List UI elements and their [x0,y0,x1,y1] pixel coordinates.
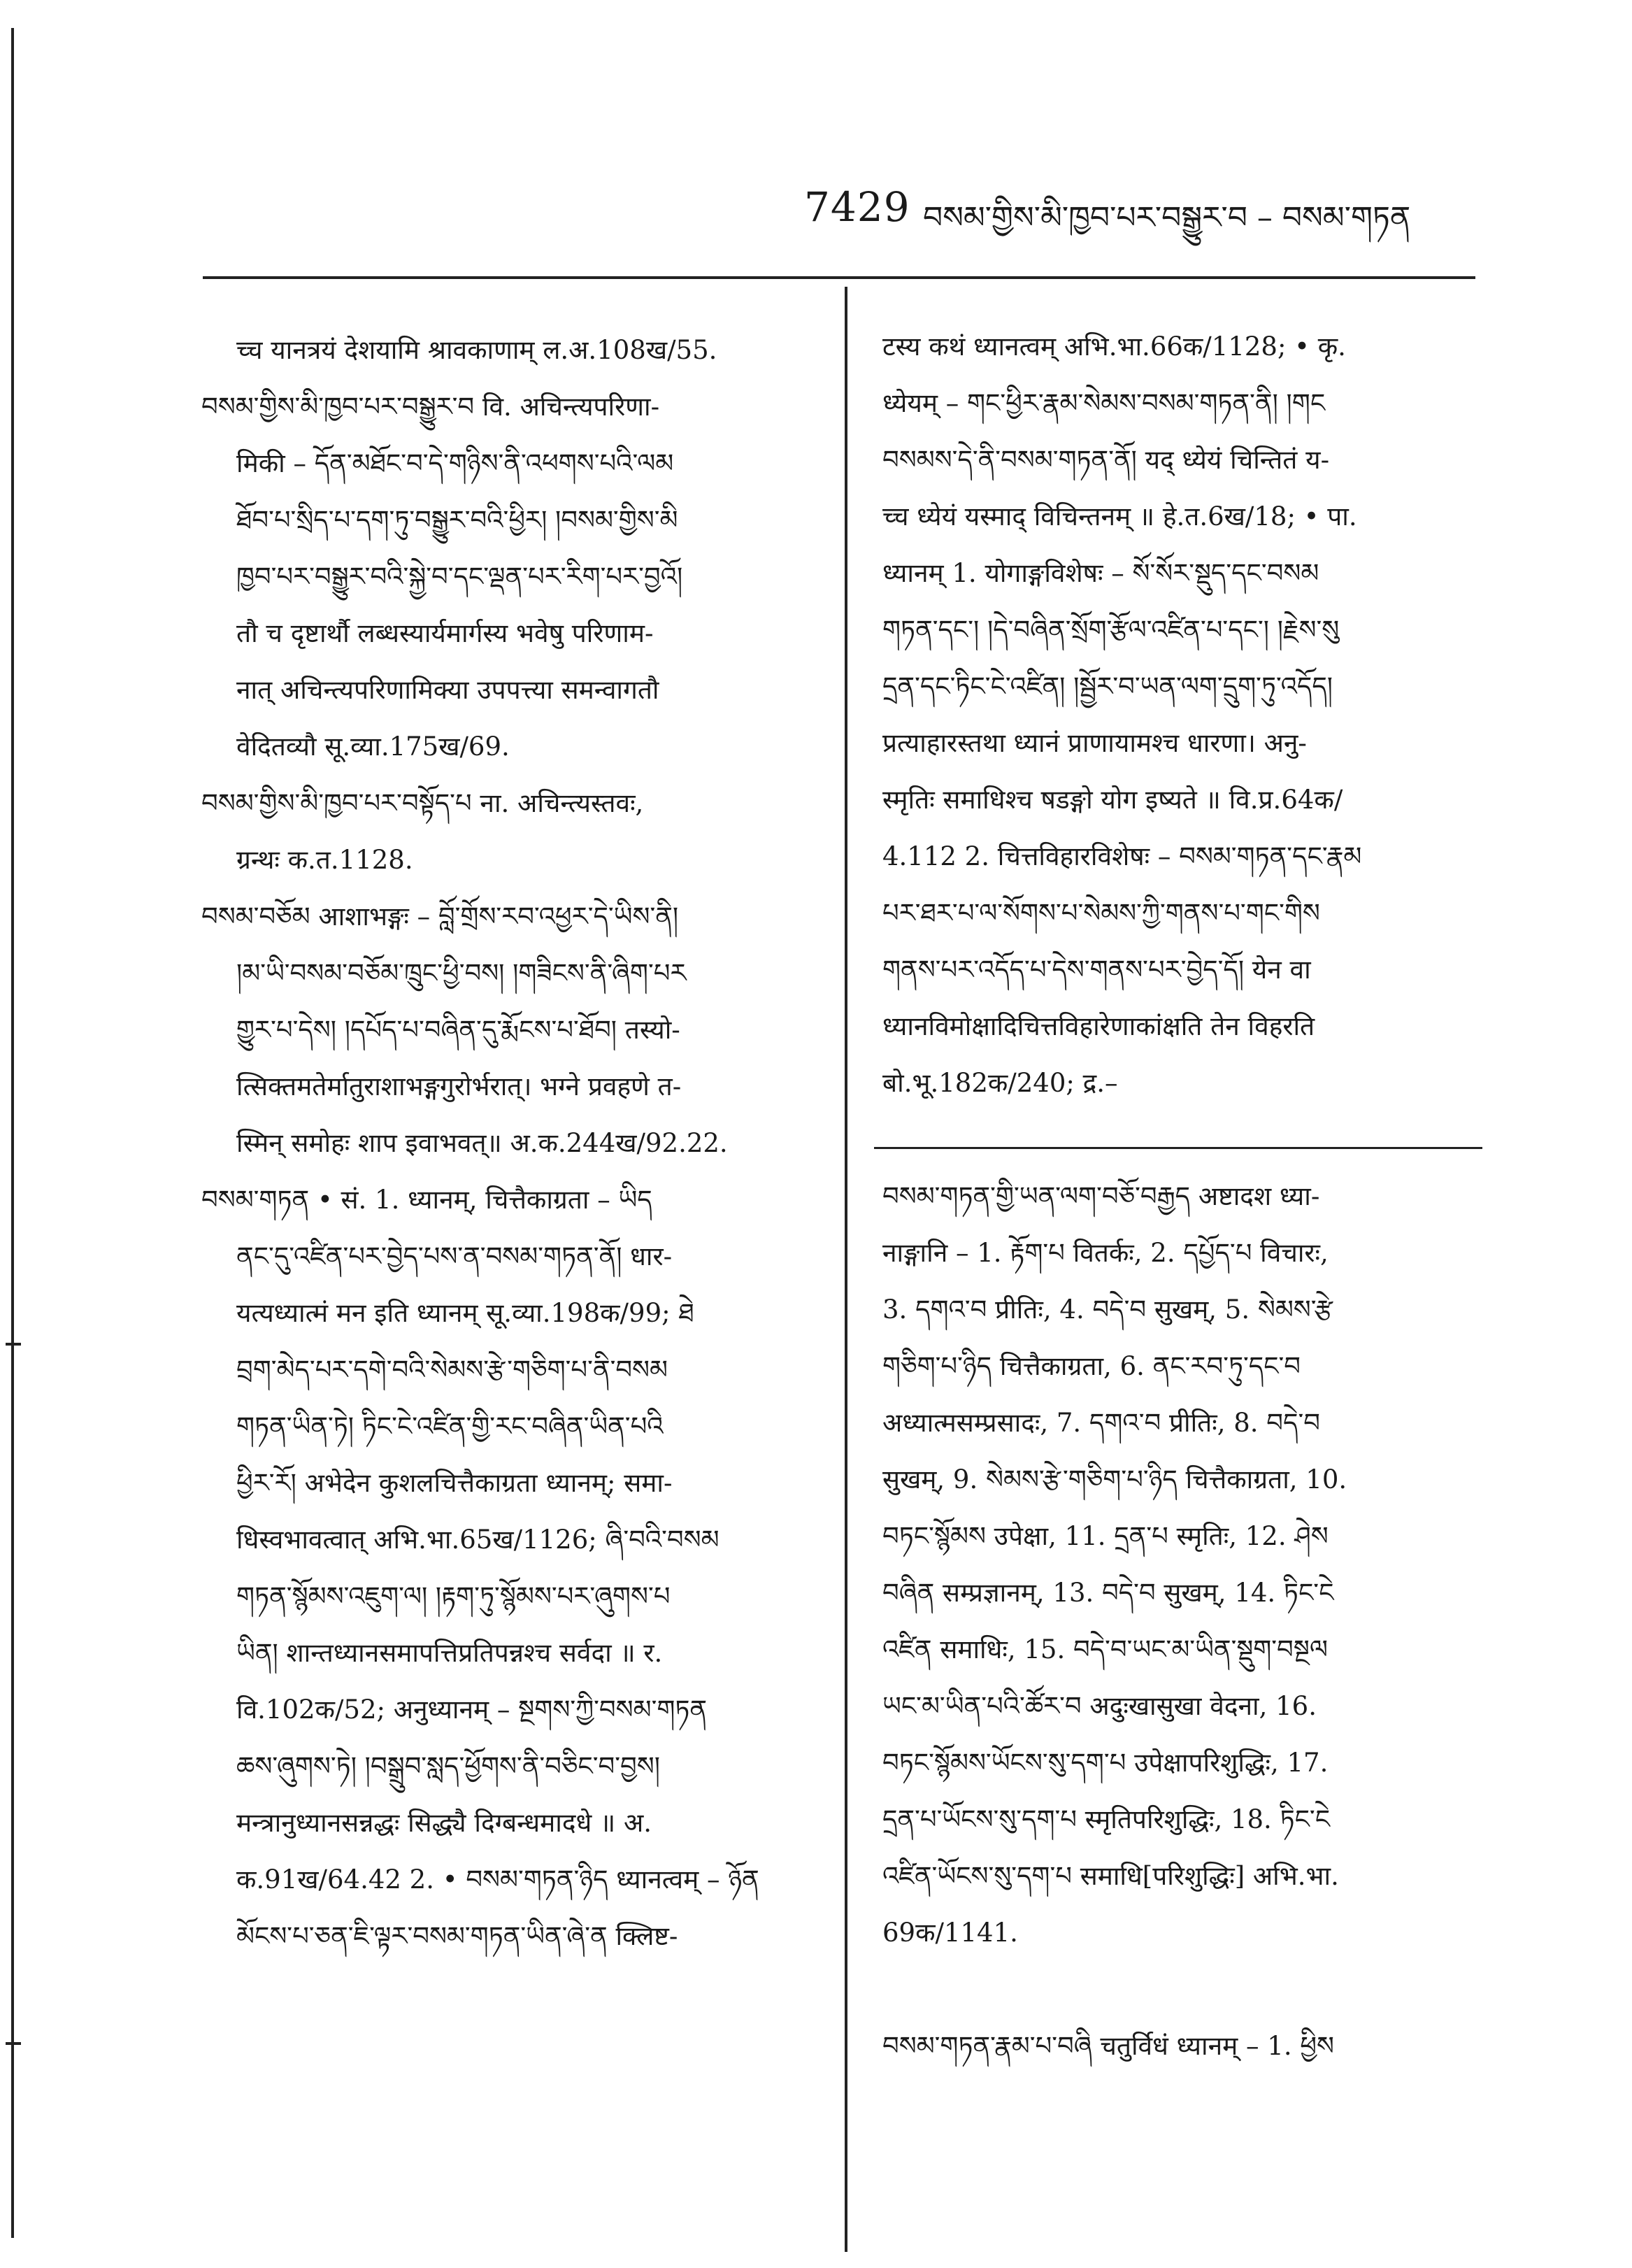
text-line: ཁྱབ་པར་བསྒྱུར་བའི་སྐྱེ་བ་དང་ལྡན་པར་རིག་པར་བྱའོ། [236,562,683,592]
text-line: च्च यानत्रयं देशयामि श्रावकाणाम् ल.अ.108ख/55. [236,335,717,365]
margin-tick [6,1343,21,1346]
text-line: मिकी – དོན་མཐོང་བ་དེ་གཉིས་ནི་འཕགས་པའི་ལམ [236,448,674,478]
text-line: གནས་པར་འདོད་པ་དེས་གནས་པར་བྱེད་དོ། येन वा [882,955,1311,985]
text-line: ध्यानम् 1. योगाङ्गविशेषः – སོ་སོར་སྡུད་དང་བསམ [882,558,1319,588]
margin-tick [6,2042,21,2045]
text-line: स्मृतिः समाधिश्च षडङ्गो योग इष्यते ॥ वि.प्र.64क/ [882,785,1343,815]
text-line: བསམ་གཏན • सं. 1. ध्यानम्, चित्तैकाग्रता – ཡིད [201,1185,652,1215]
text-line: ཐོབ་པ་སྲིད་པ་དག་ཏུ་བསྒྱུར་བའི་ཕྱིར། །བསམ་གྱིས་མི [236,505,678,535]
text-line: नात् अचिन्त्यपरिणामिक्या उपपत्त्या समन्वागतौ [236,675,659,705]
text-line: བཞིན सम्प्रज्ञानम्, 13. བདེ་བ सुखम्, 14. ཏིང་ངེ [882,1578,1334,1608]
section-rule [874,1147,1482,1149]
text-line: ध्यानविमोक्षादिचित्तविहारेणाकांक्षति तेन विहरति [882,1011,1315,1041]
text-line: བསམ་གྱིས་མི་ཁྱབ་པར་བསྟོད་པ ना. अचिन्त्यस्तवः, [201,788,644,818]
text-line: བསམ་གཏན་གྱི་ཡན་ལག་བཅོ་བརྒྱད अष्टादश ध्या- [882,1181,1320,1211]
text-line: དྲན་དང་ཏིང་ངེ་འཛིན། །སྦྱོར་བ་ཡན་ལག་དྲུག་ཏུ་འདོད། [882,671,1333,701]
text-line: ནང་དུ་འཛིན་པར་བྱེད་པས་ན་བསམ་གཏན་ནོ། धार- [236,1241,673,1271]
text-line: འཛིན समाधिः, 15. བདེ་བ་ཡང་མ་ཡིན་སྡུག་བསྔལ [882,1634,1328,1664]
text-line: अध्यात्मसम्प्रसादः, 7. དགའ་བ प्रीतिः, 8. བདེ་བ [882,1408,1320,1438]
text-line: གཏན་ཡིན་ཏེ། ཏིང་ངེ་འཛིན་གྱི་རང་བཞིན་ཡིན་པའི [236,1411,664,1441]
text-line: नाङ्गानि – 1. རྟོག་པ वितर्कः, 2. དཔྱོད་པ विचारः, [882,1238,1329,1268]
text-line: གྱུར་པ་དེས། །དཔོད་པ་བཞིན་དུ་རྨོངས་པ་ཐོབ། तस्यो- [236,1015,680,1045]
page-number: 7429 [804,183,910,231]
text-line: तौ च दृष्टार्थौ लब्धस्यार्यमार्गस्य भवेषु परिणाम- [236,618,654,648]
text-line: ग्रन्थः क.त.1128. [236,845,413,875]
text-line [882,1961,1484,2018]
text-line: ཡིན། शान्तध्यानसमापत्तिप्रतिपन्नश्च सर्वदा ॥ र. [236,1638,663,1668]
column-divider [845,287,847,2252]
text-line: མོངས་པ་ཅན་ཇི་ལྟར་བསམ་གཏན་ཡིན་ཞེ་ན क्लिष्ट- [236,1921,678,1951]
text-line: यत्यध्यात्मं मन इति ध्यानम् सू.व्या.198क/99; ཐེ [236,1298,694,1328]
running-head: བསམ་གྱིས་མི་ཁྱབ་པར་བསྒྱུར་བ – བསམ་གཏན [923,200,1411,236]
text-line: བསམ་གྱིས་མི་ཁྱབ་པར་བསྒྱུར་བ वि. अचिन्त्यपरिणा- [201,392,660,422]
text-line: धिस्वभावत्वात् अभि.भा.65ख/1126; ཞི་བའི་བསམ [236,1525,720,1555]
text-line: ཡང་མ་ཡིན་པའི་ཚོར་བ अदुःखासुखा वेदना, 16. [882,1691,1317,1721]
text-line: ध्येयम् – གང་ཕྱིར་རྣམ་སེམས་བསམ་གཏན་ནི། །གང [882,388,1326,418]
text-line: 69क/1141. [882,1918,1018,1948]
text-line: དྲན་པ་ཡོངས་སུ་དག་པ स्मृतिपरिशुद्धिः, 18. ཏིང་ངེ [882,1804,1331,1834]
text-line: च्च ध्येयं यस्माद् विचिन्तनम् ॥ हे.त.6ख/18; • पा. [882,501,1357,532]
text-line: བཏང་སྙོམས उपेक्षा, 11. དྲན་པ स्मृतिः, 12. ཤེས [882,1521,1329,1551]
text-line: བསམ་བཅོམ आशाभङ्गः – བློ་གྲོས་རབ་འཕྱར་དེ་ཡིས་ནི། [201,901,679,932]
text-line: बो.भू.182क/240; द्र.– [882,1068,1118,1098]
text-line: གཏན་དང་། །དེ་བཞིན་སྲོག་རྩོལ་འཛིན་པ་དང་། །རྗེས་སུ [882,615,1340,645]
right-column-bottom [882,1168,1484,2074]
text-line: བྲག་མེད་པར་དགེ་བའི་སེམས་རྩེ་གཅིག་པ་ནི་བསམ [236,1355,668,1385]
text-line: གཏན་སྙོམས་འཇུག་ལ། །རྟག་ཏུ་སྙོམས་པར་ཞུགས་པ [236,1581,671,1611]
text-line: གཅིག་པ་ཉིད चित्तैकाग्रता, 6. ནང་རབ་ཏུ་དང་བ [882,1351,1301,1381]
text-line: བསམས་དེ་ནི་བསམ་གཏན་ནོ། यद् ध्येयं चिन्तितं य- [882,445,1330,475]
header-rule [203,276,1475,279]
text-line: ཕྱིར་རོ། अभेदेन कुशलचित्तैकाग्रता ध्यानम्; समा- [236,1468,673,1498]
text-line: सुखम्, 9. སེམས་རྩེ་གཅིག་པ་ཉིད चित्तैकाग्रता, 10. [882,1464,1347,1495]
text-line: स्मिन् समोहः शाप इवाभवत्॥ अ.क.244ख/92.22. [236,1128,728,1158]
right-column-top [882,318,1484,1111]
text-line: टस्य कथं ध्यानत्वम् अभि.भा.66क/1128; • कृ. [882,331,1346,362]
text-line: འཛིན་ཡོངས་སུ་དག་པ समाधि[परिशुद्धिः] अभि.भा. [882,1861,1339,1891]
binding-margin-line [11,28,14,2238]
text-line: བསམ་གཏན་རྣམ་པ་བཞི चतुर्विधं ध्यानम् – 1. ཕྱིས [882,2031,1335,2061]
text-line: བཏང་སྙོམས་ཡོངས་སུ་དག་པ उपेक्षापरिशुद्धिः, 17. [882,1748,1329,1778]
text-line: वि.102क/52; अनुध्यानम् – སྔགས་ཀྱི་བསམ་གཏན [236,1695,708,1725]
text-line: मन्त्रानुध्यानसन्नद्धः सिद्ध्यै दिग्बन्धमादधे ॥ अ. [236,1808,652,1838]
text-line: वेदितव्यौ सू.व्या.175ख/69. [236,732,510,762]
text-line: པར་ཐར་པ་ལ་སོགས་པ་སེམས་ཀྱི་གནས་པ་གང་གིས [882,898,1320,928]
text-line: 4.112 2. चित्तविहारविशेषः – བསམ་གཏན་དང་རྣམ [882,841,1362,871]
text-line: प्रत्याहारस्तथा ध्यानं प्राणायामश्च धारणा। अनु- [882,728,1307,758]
text-line: །མ་ཡི་བསམ་བཅོམ་ཁྲུང་ཕྱི་བས། །གཟིངས་ནི་ཞིག་པར [236,958,687,988]
text-line: ཆས་ཞུགས་ཏེ། །བསྒྲུབ་སླད་ཕྱོགས་ནི་བཅིང་བ་བྱས། [236,1751,660,1781]
text-line: त्सिक्तमतेर्मातुराशाभङ्गगुरोर्भरात्। भग्ने प्रवहणे त- [236,1071,682,1101]
text-line: क.91ख/64.42 2. • བསམ་གཏན་ཉིད ध्यानत्वम् – ཉོན [236,1864,759,1895]
text-line: 3. དགའ་བ प्रीतिः, 4. བདེ་བ सुखम्, 5. སེམས་རྩེ [882,1295,1333,1325]
left-column [201,322,817,1964]
